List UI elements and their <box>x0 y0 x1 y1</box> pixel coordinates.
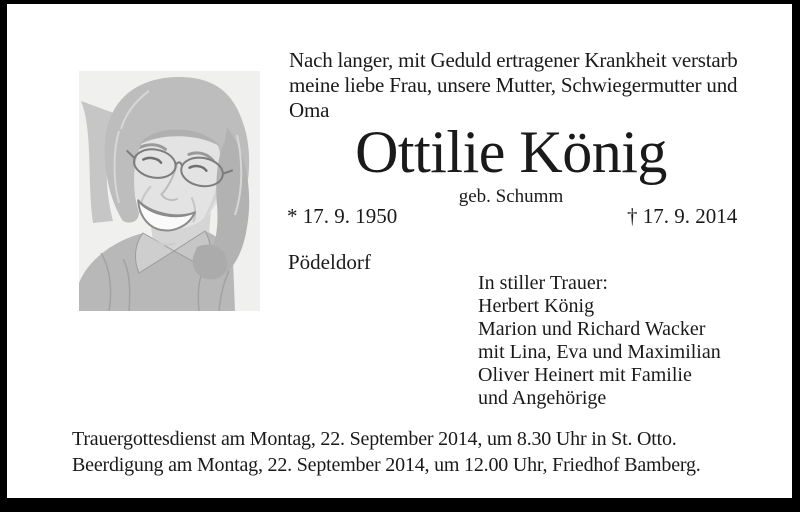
service-info-line: Beerdigung am Montag, 22. September 2014, um 12.00 Uhr, Friedhof Bamberg. <box>72 454 701 476</box>
service-info-block <box>72 426 752 478</box>
maiden-name: geb. Schumm <box>458 186 564 207</box>
mourner-line: Herbert König <box>478 295 595 317</box>
mourner-line: mit Lina, Eva und Maximilian <box>478 341 721 363</box>
death-date: † 17. 9. 2014 <box>627 204 738 228</box>
intro-paragraph <box>289 48 759 123</box>
mourning-block <box>478 272 758 410</box>
intro-text-line: meine liebe Frau, unsere Mutter, Schwiegermutter und <box>289 73 738 97</box>
mourner-line: und Angehörige <box>478 387 607 409</box>
birth-date: * 17. 9. 1950 <box>287 204 398 228</box>
service-info-line: Trauergottesdienst am Montag, 22. September 2014, um 8.30 Uhr in St. Otto. <box>72 428 677 450</box>
mourning-header: In stiller Trauer: <box>478 272 608 294</box>
name-block <box>280 119 742 207</box>
place-name: Pödeldorf <box>288 250 371 274</box>
mourner-line: Oliver Heinert mit Familie <box>478 364 692 386</box>
deceased-name: Ottilie König <box>355 119 667 185</box>
obituary-card <box>7 4 792 498</box>
mourner-line: Marion und Richard Wacker <box>478 318 706 340</box>
intro-text-line: Oma <box>289 98 330 122</box>
portrait-photo <box>79 71 260 311</box>
intro-text-line: Nach langer, mit Geduld ertragener Krankheit verstarb <box>289 48 738 72</box>
portrait-illustration <box>79 71 260 311</box>
